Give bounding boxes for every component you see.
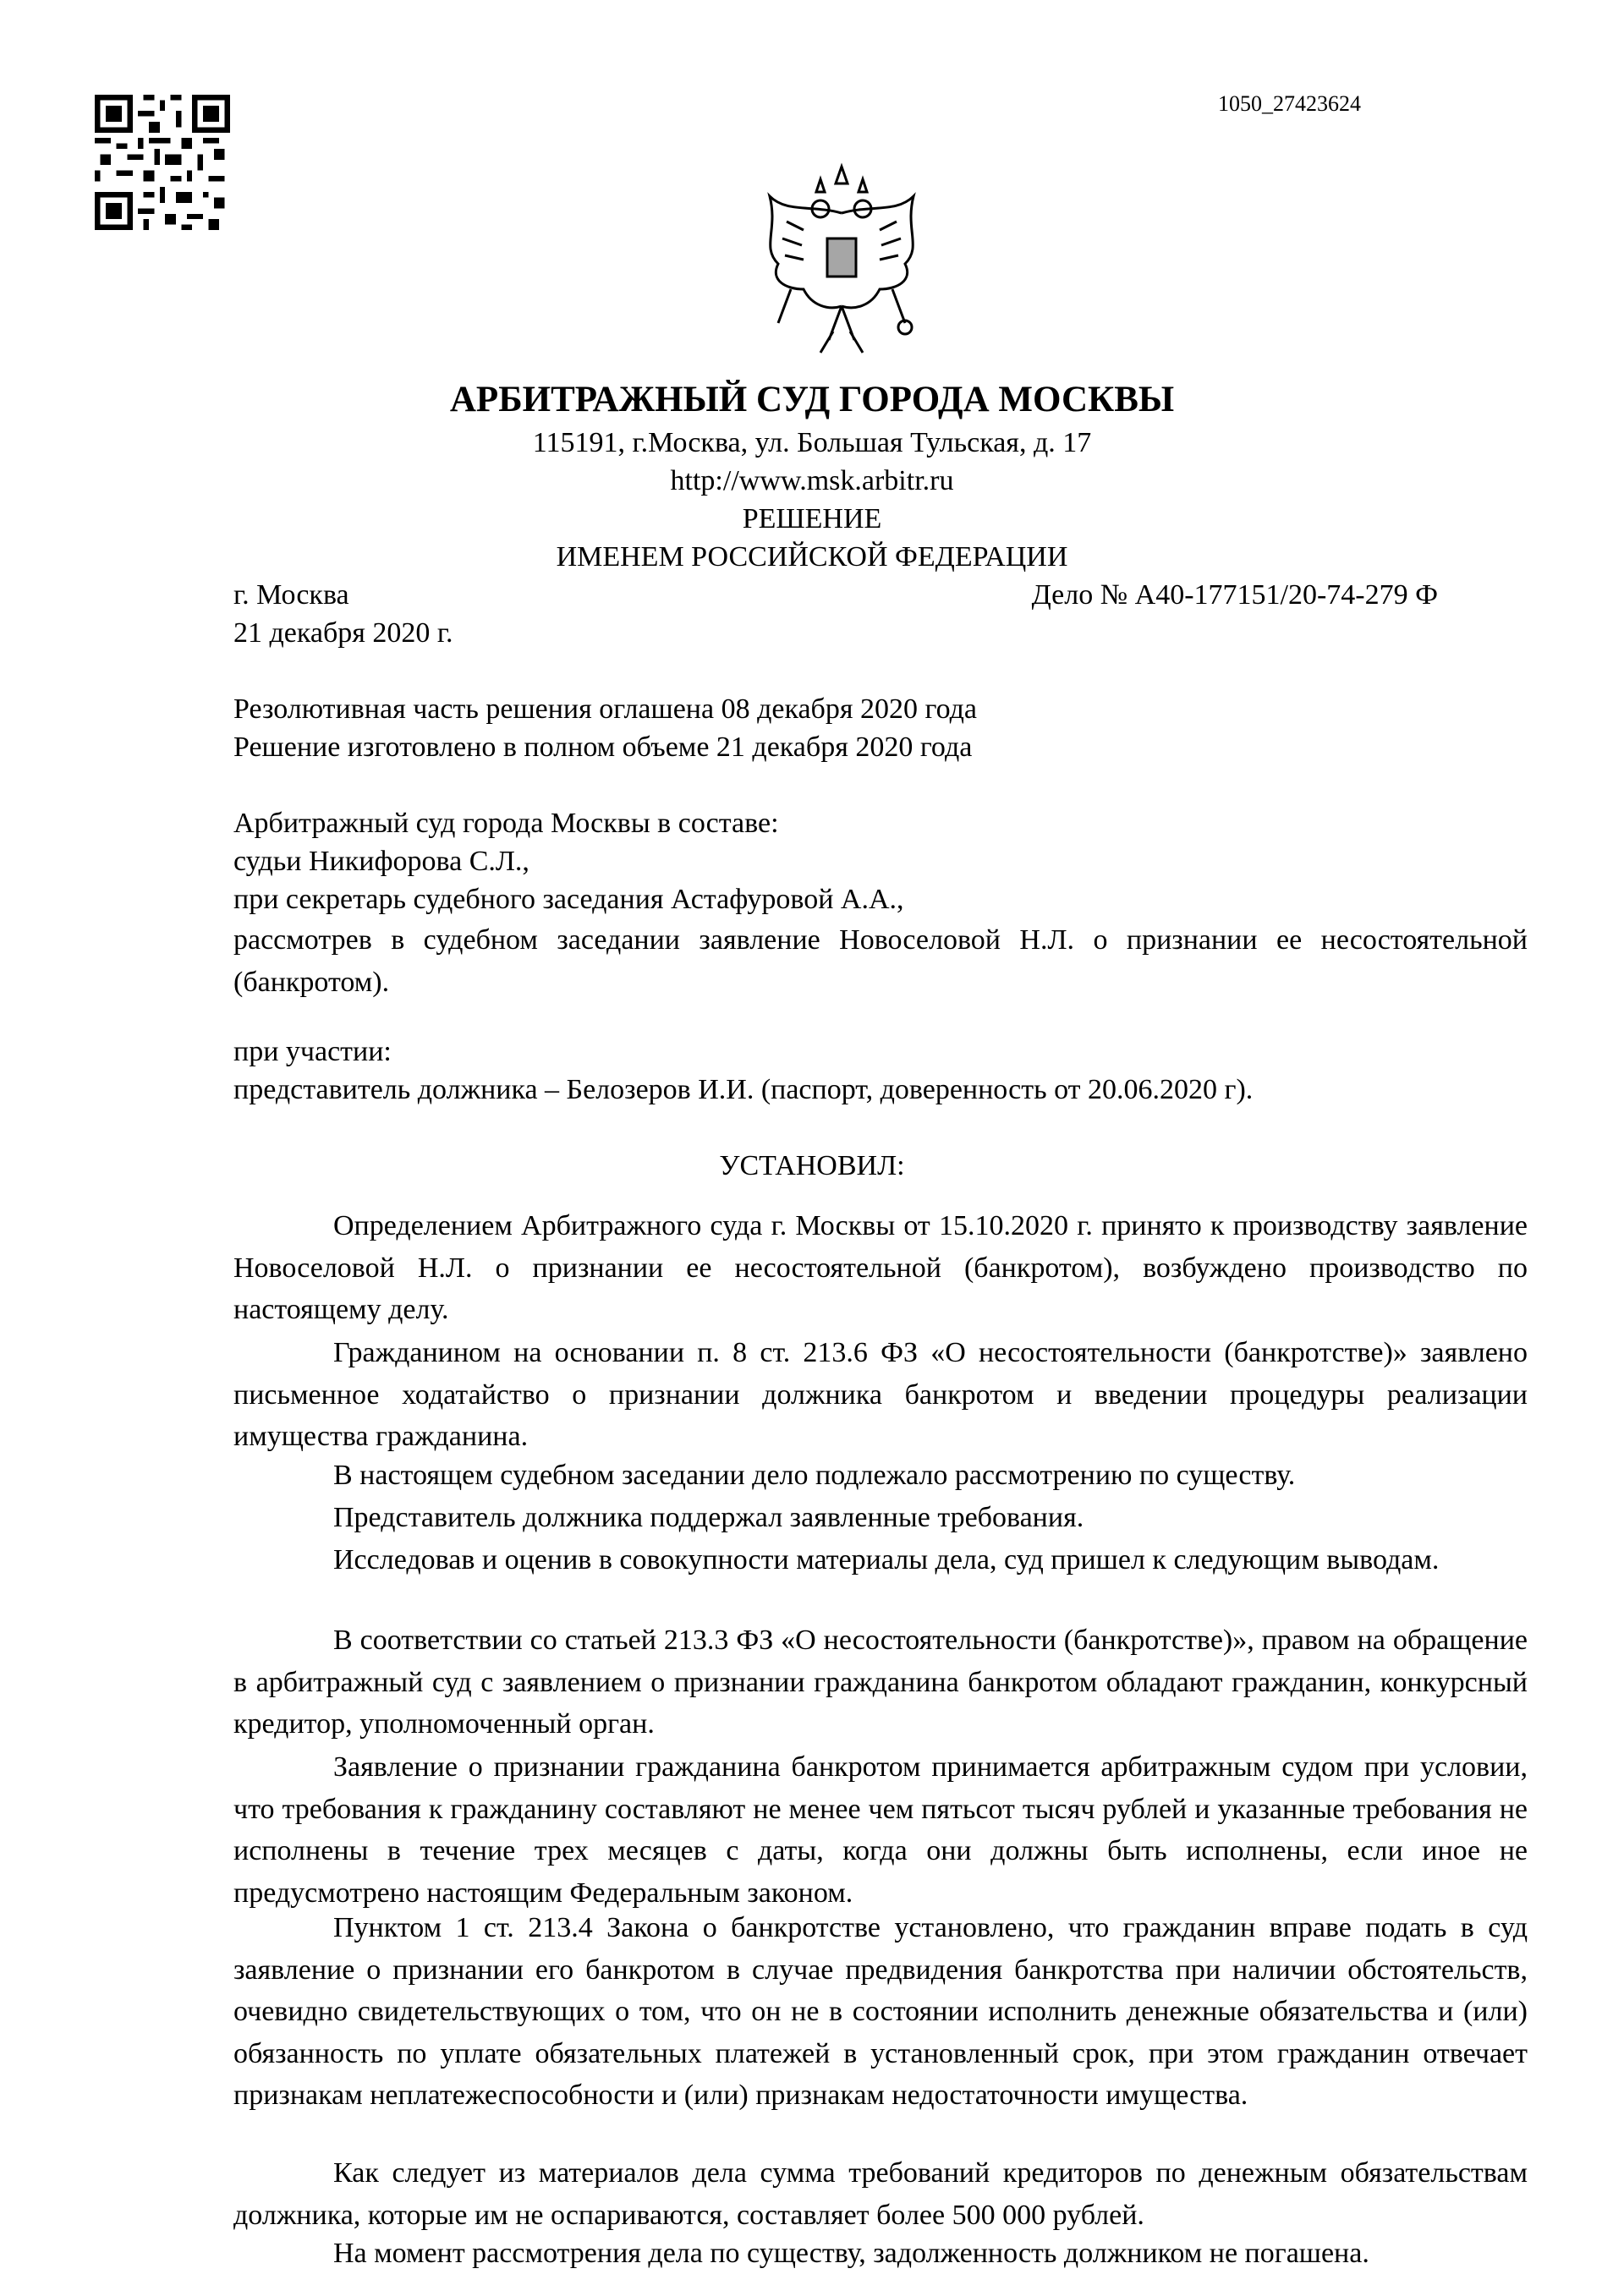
paragraph-3: В настоящем судебном заседании дело подлежало рассмотрению по существу. <box>333 1460 1296 1491</box>
russian-coat-of-arms-icon <box>753 162 930 365</box>
qr-code-icon <box>95 95 230 230</box>
paragraph-5: Исследовав и оценив в совокупности материалы дела, суд пришел к следующим выводам. <box>333 1544 1440 1575</box>
paragraph-8: Пунктом 1 ст. 213.4 Закона о банкротстве установлено, что гражданин вправе подать в суд заявление о признании его банкротом в случае предвидения банкротства при наличии обстоятельств, очевидно свидетельствующих о том, что он не в состоянии исполнить денежные обязательства и (или) обязанность по уплате обязательных платежей в установленный срок, при этом гражданин отвечает признакам неплатежеспособности и (или) признакам недостаточности имущества. <box>233 1912 1528 2111</box>
paragraph-7: Заявление о признании гражданина банкротом принимается арбитражным судом при условии, что требования к гражданину составляют не менее чем пятьсот тысяч рублей и указанные требования не исполнены в течение трех месяцев с даты, когда они должны быть исполнены, если иное не предусмотрено настоящим Федеральным законом. <box>233 1751 1528 1909</box>
composition-line-1: Арбитражный суд города Москвы в составе: <box>233 808 779 839</box>
court-website: http://www.msk.arbitr.ru <box>670 465 954 496</box>
composition-line-3: при секретарь судебного заседания Астафуровой А.А., <box>233 884 904 915</box>
paragraph-9: Как следует из материалов дела сумма требований кредиторов по денежным обязательствам должника, которые им не оспариваются, составляет более 500 000 рублей. <box>233 2157 1528 2231</box>
full-text-line: Решение изготовлено в полном объеме 21 декабря 2020 года <box>233 732 973 763</box>
composition-line-4: рассмотрев в судебном заседании заявление Новоселовой Н.Л. о признании ее несостоятельной (банкротом). <box>233 924 1528 998</box>
participants-label: при участии: <box>233 1036 392 1067</box>
document-id: 1050_27423624 <box>1218 91 1361 116</box>
composition-line-2: судьи Никифорова С.Л., <box>233 846 529 877</box>
paragraph-6: В соответствии со статьей 213.3 ФЗ «О несостоятельности (банкротстве)», правом на обращение в арбитражный суд с заявлением о признании гражданина банкротом обладают гражданин, конкурсный кредитор, уполномоченный орган. <box>233 1625 1528 1740</box>
paragraph-1: Определением Арбитражного суда г. Москвы от 15.10.2020 г. принято к производству заявление Новоселовой Н.Л. о признании ее несостоятельной (банкротом), возбуждено производство по настоящему делу. <box>233 1210 1528 1325</box>
paragraph-10: На момент рассмотрения дела по существу, задолженность должником не погашена. <box>333 2238 1369 2269</box>
paragraph-2: Гражданином на основании п. 8 ст. 213.6 ФЗ «О несостоятельности (банкротстве)» заявлено письменное ходатайство о признании должника банкротом и введении процедуры реализации имущества гражданина. <box>233 1337 1528 1452</box>
document-subtitle: ИМЕНЕМ РОССИЙСКОЙ ФЕДЕРАЦИИ <box>556 541 1068 573</box>
paragraph-4: Представитель должника поддержал заявленные требования. <box>333 1502 1084 1533</box>
decision-date: 21 декабря 2020 г. <box>233 617 453 649</box>
section-title: УСТАНОВИЛ: <box>719 1150 905 1181</box>
participant-representative: представитель должника – Белозеров И.И. (паспорт, доверенность от 20.06.2020 г). <box>233 1074 1254 1105</box>
announced-line: Резолютивная часть решения оглашена 08 декабря 2020 года <box>233 693 978 725</box>
case-number: Дело № А40-177151/20-74-279 Ф <box>1031 579 1438 611</box>
city: г. Москва <box>233 579 349 611</box>
court-name: АРБИТРАЖНЫЙ СУД ГОРОДА МОСКВЫ <box>449 380 1175 419</box>
court-address: 115191, г.Москва, ул. Большая Тульская, д. 17 <box>532 427 1092 458</box>
document-type: РЕШЕНИЕ <box>742 503 882 534</box>
